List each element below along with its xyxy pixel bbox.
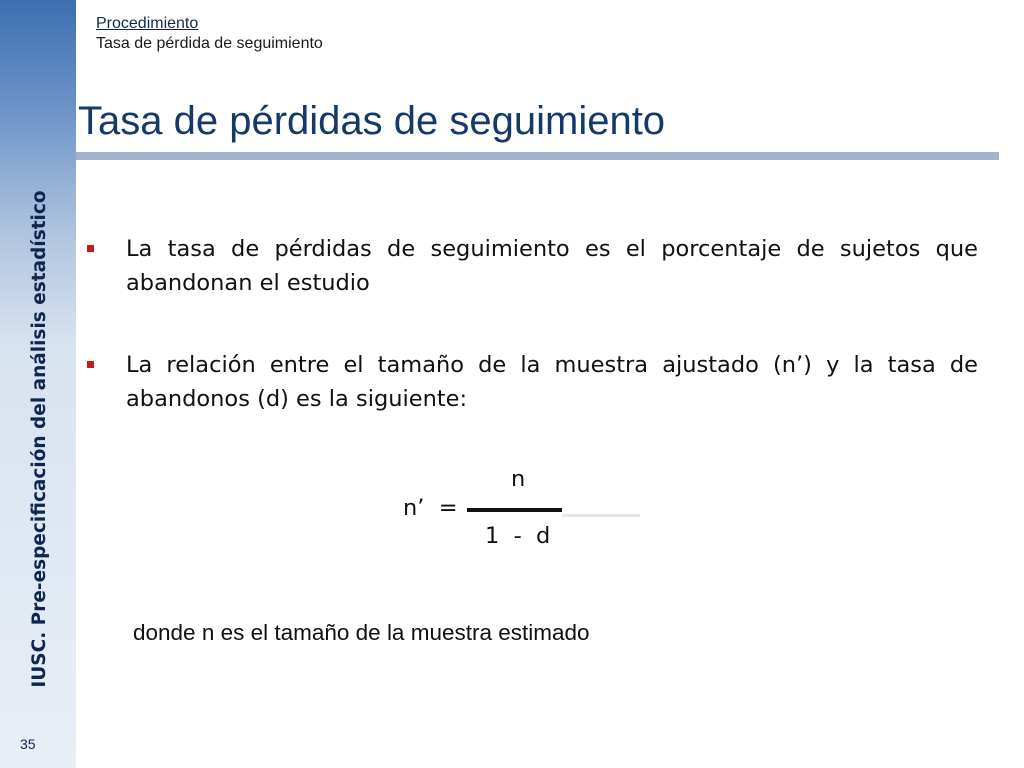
breadcrumb-subsection: Tasa de pérdida de seguimiento xyxy=(96,35,323,52)
page-number: 35 xyxy=(20,736,36,752)
sidebar xyxy=(0,0,76,768)
slide-title: Tasa de pérdidas de seguimiento xyxy=(78,99,666,143)
bullet-text: La tasa de pérdidas de seguimiento es el porcentaje de sujetos que abandonan el estudio xyxy=(126,236,978,296)
sidebar-vertical-label: IUSC. Pre-especificación del análisis estadístico xyxy=(29,190,50,688)
bullet-list xyxy=(86,232,978,464)
fraction-bar-shadow xyxy=(562,514,640,517)
formula-lhs: n’ = xyxy=(403,495,458,521)
formula-numerator: n xyxy=(511,466,526,492)
bullet-item xyxy=(86,348,978,416)
bullet-item xyxy=(86,232,978,300)
formula-denominator: 1 - d xyxy=(485,523,551,549)
breadcrumb xyxy=(96,14,323,54)
title-underline-rule xyxy=(76,152,999,160)
bullet-text: La relación entre el tamaño de la muestra ajustado (n’) y la tasa de abandonos (d) es la siguiente: xyxy=(126,352,978,412)
bullet-square-icon xyxy=(87,245,94,252)
formula xyxy=(400,466,660,556)
breadcrumb-section-link[interactable]: Procedimiento xyxy=(96,15,199,32)
bullet-square-icon xyxy=(87,361,94,368)
formula-note: donde n es el tamaño de la muestra estimado xyxy=(133,620,590,645)
fraction-bar xyxy=(467,508,562,512)
